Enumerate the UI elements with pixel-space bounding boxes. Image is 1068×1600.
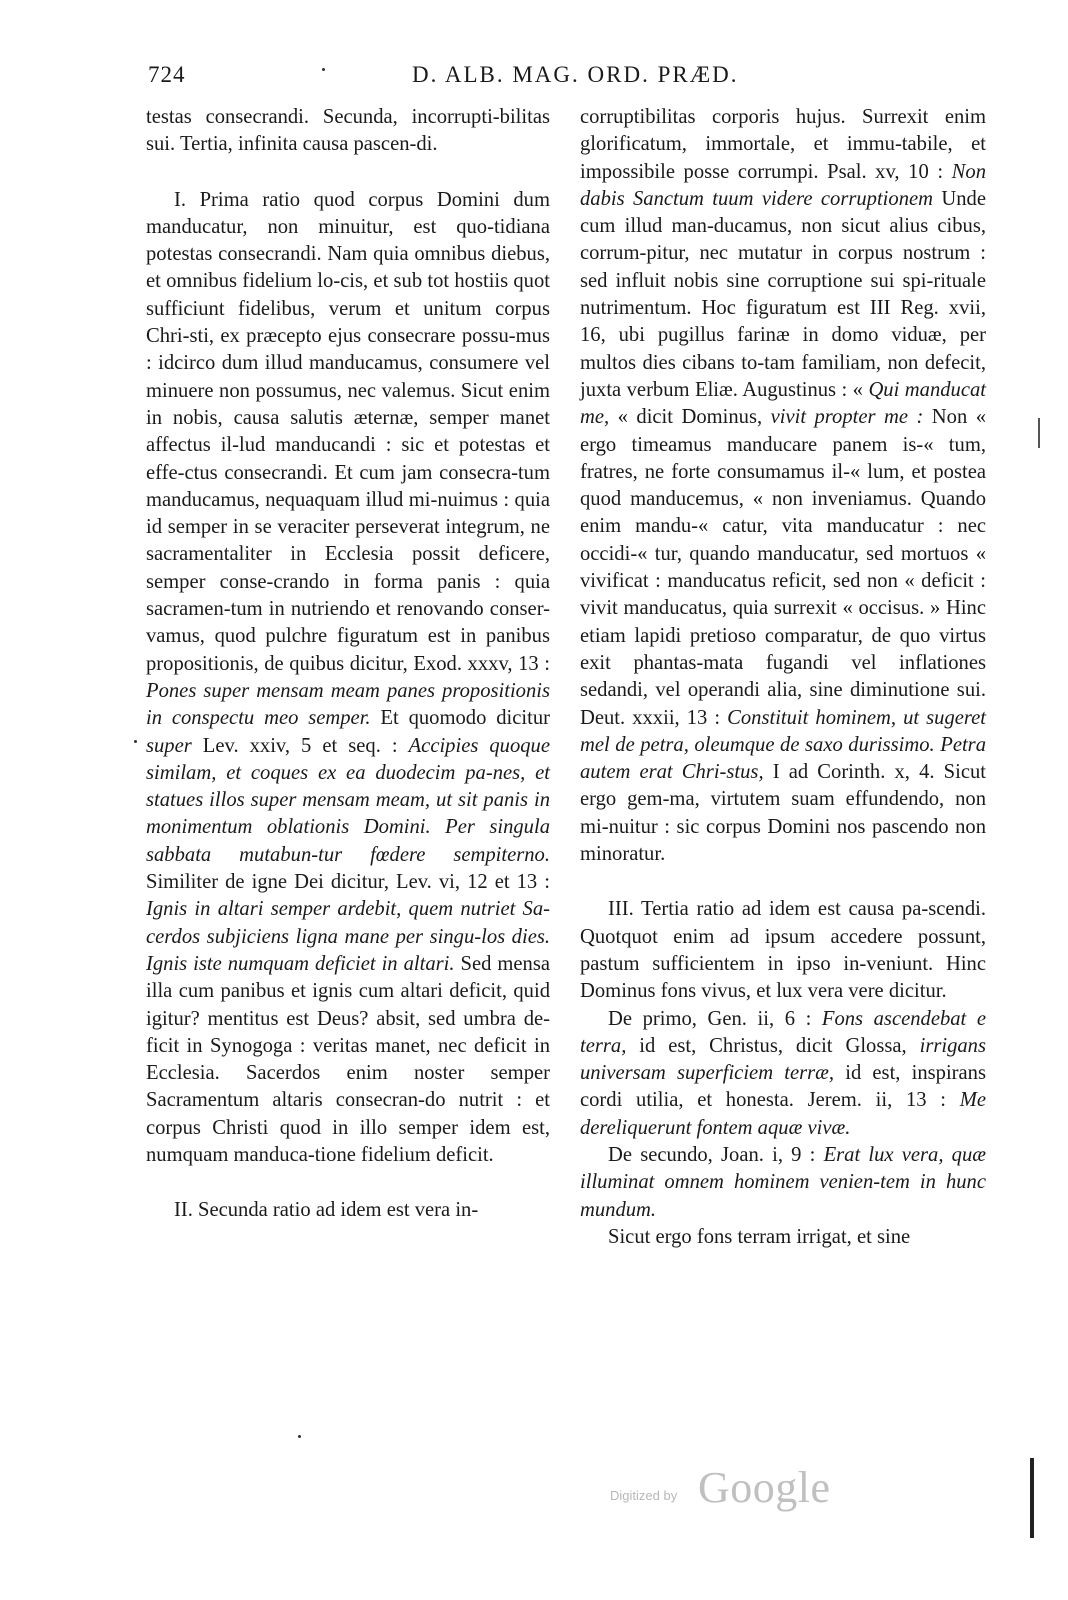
text-run: « dicit Dominus, xyxy=(609,406,771,429)
italic-quote: Fons ascendebat e terra, xyxy=(580,1007,986,1057)
paragraph xyxy=(146,104,550,159)
right-column xyxy=(580,104,986,1251)
text-run: id est, inspirans cordi utilia, et honesta. Jerem. ii, 13 : xyxy=(580,1062,986,1112)
paragraph xyxy=(580,1224,986,1251)
text-run: I ad Corinth. x, 4. Sicut ergo gem-ma, virtutem suam effundendo, non mi-nuitur : sic corpus Domini nos pascendo non minoratur. xyxy=(580,761,986,866)
footer-watermark xyxy=(0,1462,1068,1522)
text-run: Similiter de igne Dei dicitur, Lev. vi, 12 et 13 : xyxy=(146,871,550,894)
digitized-label: Digitized by xyxy=(610,1488,678,1503)
italic-quote: Non dabis Sanctum tuum videre corruptionem xyxy=(580,160,986,210)
paragraph xyxy=(580,104,986,868)
text-run: Sicut ergo fons terram irrigat, et sine xyxy=(608,1225,911,1248)
google-logo: Google xyxy=(698,1463,831,1512)
italic-quote: super xyxy=(146,734,192,757)
paragraph xyxy=(146,187,550,1170)
text-run: De primo, Gen. ii, 6 : xyxy=(608,1007,822,1030)
paragraph xyxy=(146,1197,550,1224)
italic-quote: Me dereliquerunt fontem aquæ vivæ. xyxy=(580,1089,986,1139)
text-run: Lev. xxiv, 5 et seq. : xyxy=(191,734,409,757)
text-run: corruptibilitas corporis hujus. Surrexit enim glorificatum, immortale, et immu-tabile, et impossibile posse corrumpi. Psal. xv, 10 : xyxy=(580,106,986,183)
text-run: Et quomodo dicitur xyxy=(370,707,550,730)
italic-quote: irrigans universam superficiem terræ, xyxy=(580,1034,986,1085)
paragraph xyxy=(580,1006,986,1142)
left-column xyxy=(146,104,550,1225)
page-number: 724 xyxy=(148,62,186,87)
scan-speck xyxy=(322,68,325,71)
text-run: Sed mensa illa cum panibus et ignis cum altari deficit, quid igitur? mentitus est Deus? absit, sed umbra de-ficit in Synogoga : veritas manet, nec deficit in Ecclesia. Sacerdos enim noster semper Sacramentum altaris consecran-do nutrit : et corpus Christi quod in illo semper idem est, numquam manduca-tione fidelium deficit. xyxy=(146,952,550,1166)
italic-quote: Accipies quoque similam, et coques ex ea duodecim pa-nes, et statues illos super mensam meam, ut sit panis in monimentum oblationis Domini. Per singula sabbata mutabun-tur fœdere sempiterno. xyxy=(146,734,550,866)
scan-speck xyxy=(134,740,137,743)
text-run: II. Secunda ratio ad idem est vera in- xyxy=(174,1199,479,1222)
paragraph xyxy=(580,896,986,1005)
paragraph xyxy=(580,1142,986,1224)
paragraph-gap xyxy=(146,159,550,187)
paragraph-gap xyxy=(580,868,986,896)
text-run: III. Tertia ratio ad idem est causa pa-scendi. Quotquot enim ad ipsum accedere possunt, pastum sufficientem in ipso in-veniunt. Hinc Dominus fons vivus, et lux vera vere dicitur. xyxy=(580,898,986,1003)
italic-quote: Erat lux vera, quæ illuminat omnem hominem venien-tem in hunc mundum. xyxy=(580,1143,986,1221)
text-run: id est, Christus, dicit Glossa, xyxy=(626,1034,920,1057)
italic-quote: Qui manducat me, xyxy=(580,378,987,429)
scan-edge-mark-top xyxy=(1038,418,1040,448)
italic-quote: Constituit hominem, ut sugeret mel de petra, oleumque de saxo durissimo. Petra autem erat Chri-stus, xyxy=(580,706,987,784)
running-head: D. ALB. MAG. ORD. PRÆD. xyxy=(412,62,739,87)
text-run: Unde cum illud man-ducamus, non sicut alius cibus, corrum-pitur, nec mutatur in corpus nostrum : sed influit nobis sine corruptione sui spi-rituale nutrimentum. Hoc figuratum est III Reg. xvii, 16, ubi pugillus farinæ in domo viduæ, per multos dies cibans to-tam familiam, non defecit, juxta verbum Eliæ. Augustinus : « xyxy=(580,187,986,401)
italic-quote: Ignis in altari semper ardebit, quem nutriet Sa-cerdos subjiciens ligna mane per singu-los dies. Ignis iste numquam deficiet in altari. xyxy=(146,898,550,975)
text-run: testas consecrandi. Secunda, incorrupti-bilitas sui. Tertia, infinita causa pascen-di. xyxy=(146,106,550,156)
scan-speck xyxy=(298,1435,301,1438)
italic-quote: Pones super mensam meam panes propositionis in conspectu meo semper. xyxy=(146,679,550,730)
text-run: Non « ergo timeamus manducare panem is-« tum, fratres, ne forte consumamus il-« lum, et postea quod manducemus, « non inveniamus. Quando enim mandu-« catur, vita manducatur : nec occidi-« tur, quando manducatur, sed mortuos « vivificat : manducatus reficit, sed non « deficit : vivit manducatus, quia surrexit « occisus. » Hinc etiam lapidi pretioso comparatur, de quo virtus exit phantas-mata fugandi vel inflationes sedandi, vel operandi alia, sine diminutione sui. Deut. xxxii, 13 : xyxy=(580,406,986,729)
page-header xyxy=(0,62,1068,92)
paragraph-gap xyxy=(146,1169,550,1197)
text-run: De secundo, Joan. i, 9 : xyxy=(608,1143,824,1166)
text-run: I. Prima ratio quod corpus Domini dum manducatur, non minuitur, est quo-tidiana potestas consecrandi. Nam quia omnibus diebus, et omnibus fidelium lo-cis, et sub tot hostiis quot sufficiunt fidelibus, verum et unitum corpus Chri-sti, ex præcepto ejus consecrare possu-mus : idcirco dum illud manducamus, consumere vel minuere non possumus, nec valemus. Sicut enim in nobis, causa salutis æternæ, semper manet affectus il-lud manducandi : sic et potestas et effe-ctus consecrandi. Et cum jam consecra-tum manducamus, nequaquam illud mi-nuimus : quia id semper in se veraciter perseverat integrum, ne sacramentaliter in Ecclesia possit deficere, semper conse-crando in forma panis : quia sacramen-tum in nutriendo et renovando conser-vamus, quod pulchre figuratum est in panibus propositionis, de quibus dicitur, Exod. xxxv, 13 : xyxy=(146,188,550,675)
scan-edge-mark xyxy=(1030,1458,1034,1538)
italic-quote: vivit propter me : xyxy=(770,406,924,429)
